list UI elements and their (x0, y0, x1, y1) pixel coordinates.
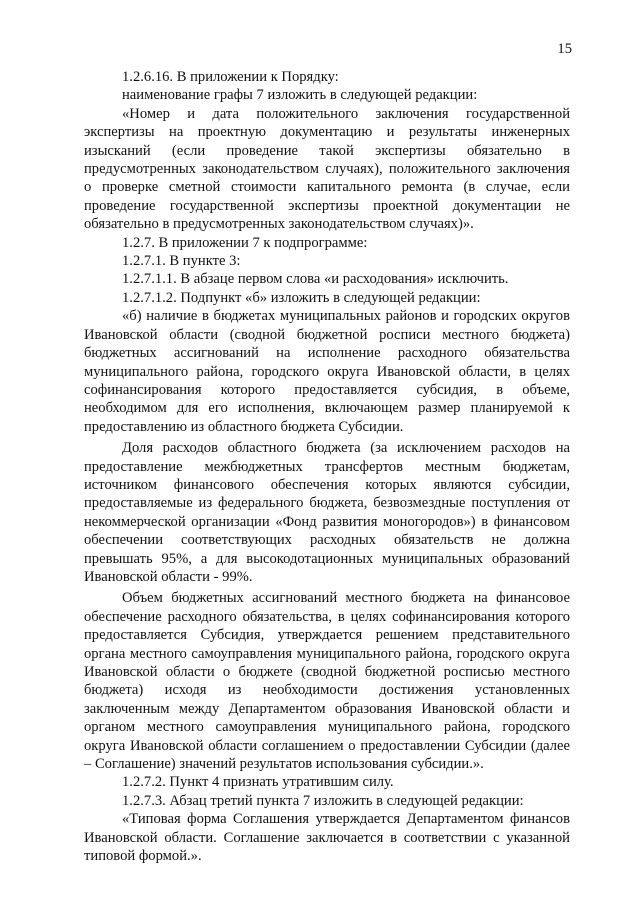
paragraph-subitem-b: «б) наличие в бюджетах муниципальных районов и городских округов Ивановской области (сводной бюджетной росписи местного бюджета) бюджетных ассигнований на исполнение расходного обязательства муниципального района, городского округа Ивановской области, в целях софинансирования которого предоставляется субсидия, в объеме, необходимом для его исполнения, включающем размер планируемой к предоставлению из областного бюджета Субсидии. (84, 308, 570, 435)
paragraph-column-name: наименование графы 7 изложить в следующей редакции: (122, 87, 478, 104)
paragraph-1-2-6-16: 1.2.6.16. В приложении к Порядку: (122, 69, 339, 85)
paragraph-1-2-7: 1.2.7. В приложении 7 к подпрограмме: (122, 234, 368, 251)
paragraph-quote-column-7: «Номер и дата положительного заключения государственной экспертизы на проектную документацию и результаты инженерных изысканий (если проведение такой экспертизы обязательно в предусмотренных законодательством случаях), положительного заключения о проверке сметной стоимости капитального ремонта (в случае, если проведение государственной экспертизы проектной документации не обязательно в предусмотренных законодательством случаях)». (84, 105, 570, 233)
paragraph-1-2-7-1: 1.2.7.1. В пункте 3: (122, 253, 241, 270)
paragraph-budget-share: Доля расходов областного бюджета (за исключением расходов на предоставление межбюджетных трансфертов местным бюджетам, источником финансового обеспечения которых являются субсидии, предоставляемые из федерального бюджета, безвозмездные поступления от некоммерческой организации «Фонд развития моногородов») в финансовом обеспечении соответствующих расходных обязательств не должна превышать 95%, а для высокодотационных муниципальных образований Ивановской области - 99%. (84, 440, 570, 585)
paragraph-1-2-7-1-2: 1.2.7.1.2. Подпункт «б» изложить в следующей редакции: (122, 289, 481, 306)
paragraph-1-2-7-1-1: 1.2.7.1.1. В абзаце первом слова «и расходования» исключить. (122, 271, 509, 288)
document-body (84, 68, 570, 865)
paragraph-1-2-7-3: 1.2.7.3. Абзац третий пункта 7 изложить в следующей редакции: (122, 792, 524, 809)
paragraph-1-2-7-2: 1.2.7.2. Пункт 4 признать утратившим силу. (122, 774, 394, 791)
paragraph-local-budget-volume: Объем бюджетных ассигнований местного бюджета на финансовое обеспечение расходного обязательства, в целях софинансирования которого предоставляется Субсидия, утверждается решением представительного органа местного самоуправления муниципального района, городского округа Ивановской области о бюджете (сводной бюджетной росписью местного бюджета) исходя из необходимости достижения установленных заключенным между Департаментом образования Ивановской области и органом местного самоуправления муниципального района, городского округа Ивановской области соглашением о предоставлении Субсидии (далее – Соглашение) значений результатов использования субсидии.». (84, 590, 570, 773)
paragraph-quote-agreement-form: «Типовая форма Соглашения утверждается Департаментом финансов Ивановской области. Соглашение заключается в соответствии с указанной типовой формой.». (84, 811, 570, 865)
page-number: 15 (557, 41, 572, 57)
